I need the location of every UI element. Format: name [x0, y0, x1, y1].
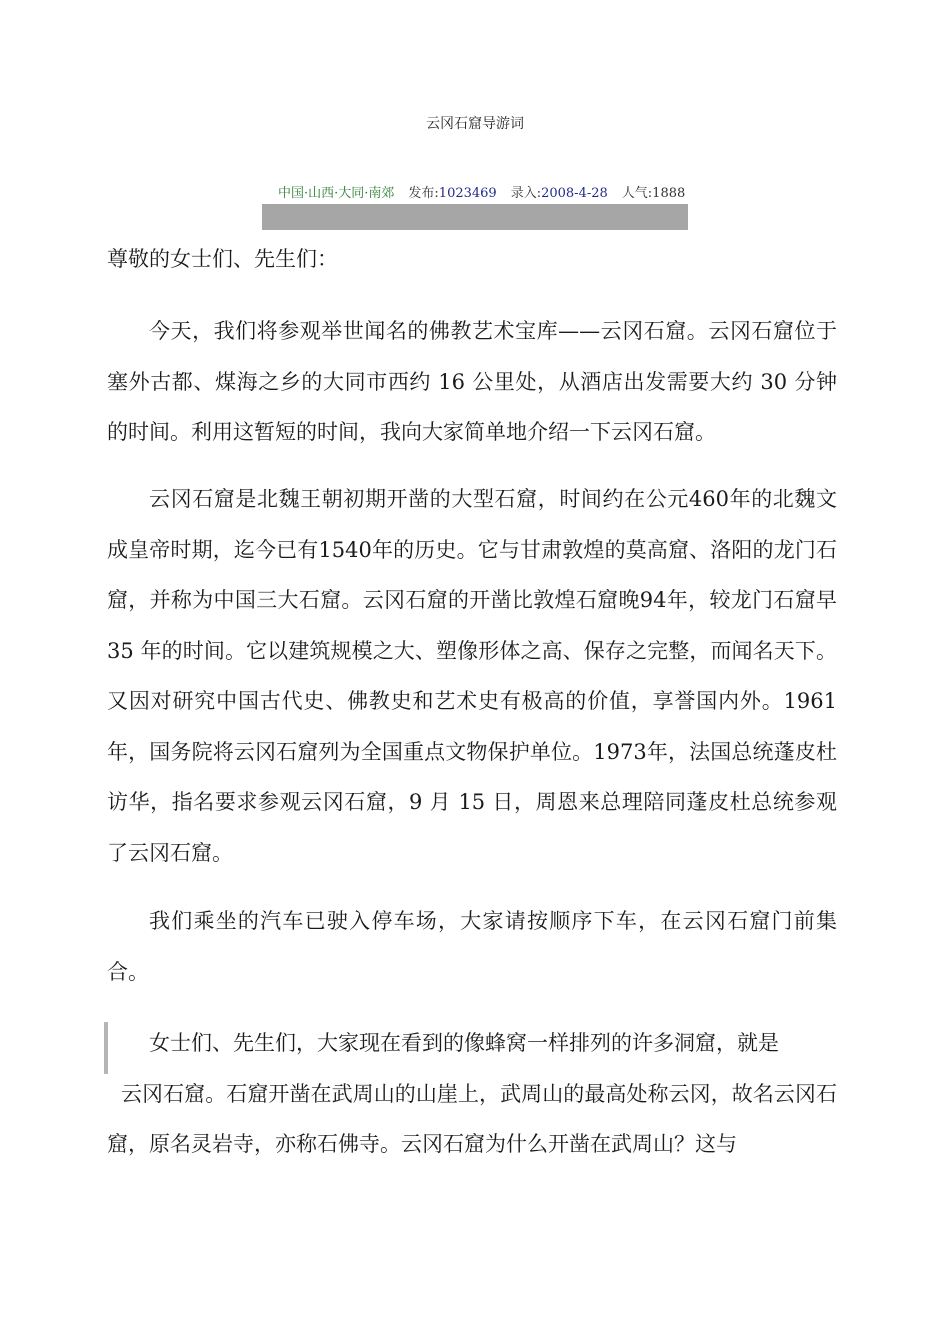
- paragraph-4-line1: 女士们、先生们，大家现在看到的像蜂窝一样排列的许多洞窟，就是: [149, 1031, 779, 1055]
- publish-label: 发布:: [408, 186, 439, 201]
- paragraph-4: [107, 1018, 837, 1170]
- meta-gray-bar: [262, 204, 688, 230]
- paragraph-2: 云冈石窟是北魏王朝初期开凿的大型石窟，时间约在公元460年的北魏文成皇帝时期，迄今已有1540年的历史。它与甘肃敦煌的莫高窟、洛阳的龙门石窟，并称为中国三大石窟。云冈石窟的开凿比敦煌石窟晚94年，较龙门石窟早 35 年的时间。它以建筑规模之大、塑像形体之高、保存之完整，而闻名天下。又因对研究中国古代史、佛教史和艺术史有极高的价值，享誉国内外。1961 年，国务院将云冈石窟列为全国重点文物保护单位。1973年，法国总统蓬皮杜访华，指名要求参观云冈石窟，9 月 15 日，周恩来总理陪同蓬皮杜总统参观了云冈石窟。: [107, 487, 837, 865]
- popularity-value: 1888: [652, 186, 686, 201]
- publish-value: 1023469: [438, 186, 497, 201]
- location-link[interactable]: 中国·山西·大同·南郊: [278, 186, 395, 201]
- article-meta-line: [278, 182, 685, 201]
- article-meta-box: [262, 170, 688, 230]
- greeting: 尊敬的女士们、先生们：: [107, 247, 338, 271]
- paragraph-3: 我们乘坐的汽车已驶入停车场，大家请按顺序下车，在云冈石窟门前集合。: [107, 909, 837, 984]
- entry-label: 录入:: [510, 186, 542, 201]
- entry-value: 2008-4-28: [541, 186, 608, 201]
- document-title: 云冈石窟导游词: [426, 116, 524, 132]
- paragraph-1: 今天，我们将参观举世闻名的佛教艺术宝库——云冈石窟。云冈石窟位于塞外古都、煤海之乡的大同市西约 16 公里处，从酒店出发需要大约 30 分钟的时间。利用这暂短的时间，我向大家简单地介绍一下云冈石窟。: [107, 319, 837, 444]
- popularity-label: 人气:: [621, 186, 653, 201]
- paragraph-4-rest: 云冈石窟。石窟开凿在武周山的山崖上，武周山的最高处称云冈，故名云冈石窟，原名灵岩寺，亦称石佛寺。云冈石窟为什么开凿在武周山？这与: [107, 1081, 837, 1156]
